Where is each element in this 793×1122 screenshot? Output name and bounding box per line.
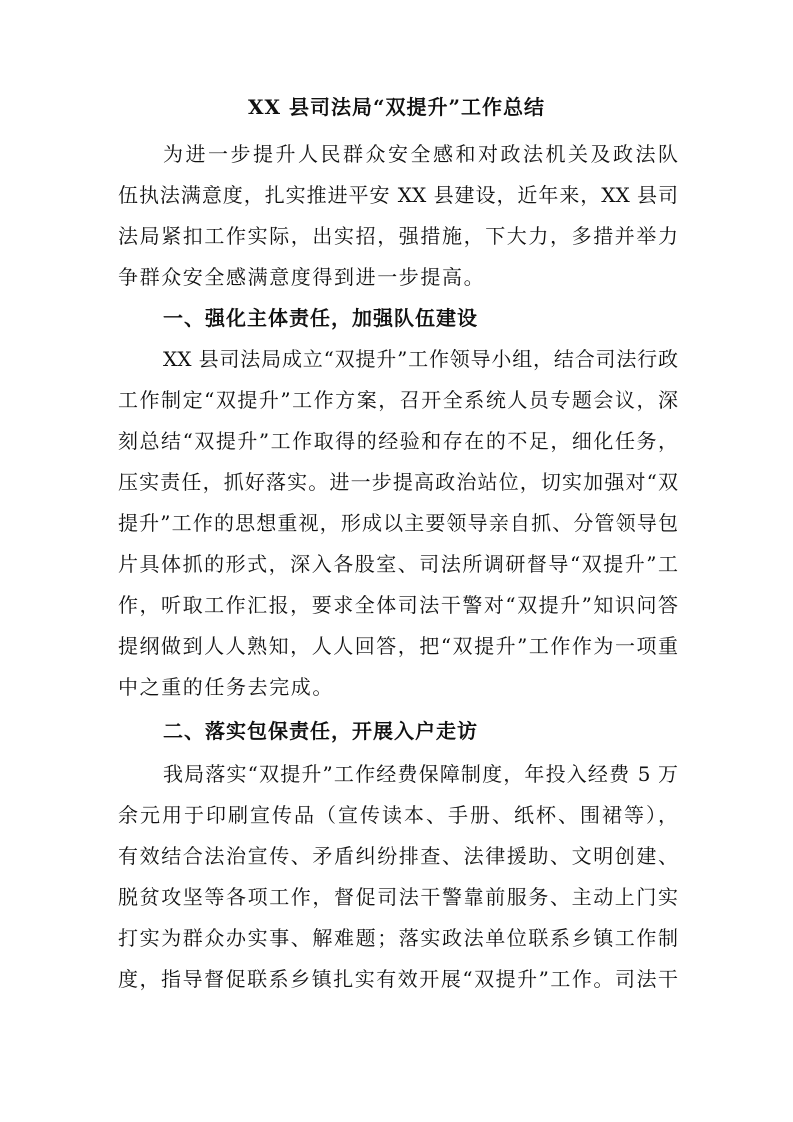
- paragraph-line: 刻总结“双提升”工作取得的经验和存在的不足，细化任务，: [118, 429, 678, 453]
- paragraph-line: 打实为群众办实事、解难题；落实政法单位联系乡镇工作制: [118, 926, 678, 950]
- paragraph-line: 工作制定“双提升”工作方案，召开全系统人员专题会议，深: [118, 388, 678, 412]
- paragraph-line: 脱贫攻坚等各项工作，督促司法干警靠前服务、主动上门实: [118, 885, 678, 909]
- section-heading: 二、落实包保责任，开展入户走访: [163, 719, 478, 743]
- paragraph-line: 余元用于印刷宣传品（宣传读本、手册、纸杯、围裙等），: [118, 803, 678, 827]
- paragraph-line: 作，听取工作汇报，要求全体司法干警对“双提升”知识问答: [118, 593, 678, 617]
- paragraph-line: 我局落实“双提升”工作经费保障制度，年投入经费 5 万: [163, 762, 678, 786]
- paragraph-line: 法局紧扣工作实际，出实招，强措施，下大力，多措并举力: [118, 224, 678, 248]
- paragraph-line: 度，指导督促联系乡镇扎实有效开展“双提升”工作。司法干: [118, 967, 678, 991]
- document-title: XX 县司法局“双提升”工作总结: [247, 95, 545, 119]
- paragraph-line: 伍执法满意度，扎实推进平安 XX 县建设，近年来，XX 县司: [118, 183, 678, 207]
- paragraph-line: 中之重的任务去完成。: [118, 675, 334, 699]
- paragraph-line: 提升”工作的思想重视，形成以主要领导亲自抓、分管领导包: [118, 511, 678, 535]
- paragraph-line: 压实责任，抓好落实。进一步提高政治站位，切实加强对“双: [118, 470, 678, 494]
- paragraph-line: XX 县司法局成立“双提升”工作领导小组，结合司法行政: [163, 347, 678, 371]
- paragraph-line: 片具体抓的形式，深入各股室、司法所调研督导“双提升”工: [118, 552, 678, 576]
- paragraph-line: 争群众安全感满意度得到进一步提高。: [118, 265, 486, 289]
- section-heading: 一、强化主体责任，加强队伍建设: [163, 306, 478, 330]
- paragraph-line: 提纲做到人人熟知，人人回答，把“双提升”工作作为一项重: [118, 634, 678, 658]
- paragraph-line: 有效结合法治宣传、矛盾纠纷排查、法律援助、文明创建、: [118, 844, 678, 868]
- paragraph-line: 为进一步提升人民群众安全感和对政法机关及政法队: [163, 142, 678, 166]
